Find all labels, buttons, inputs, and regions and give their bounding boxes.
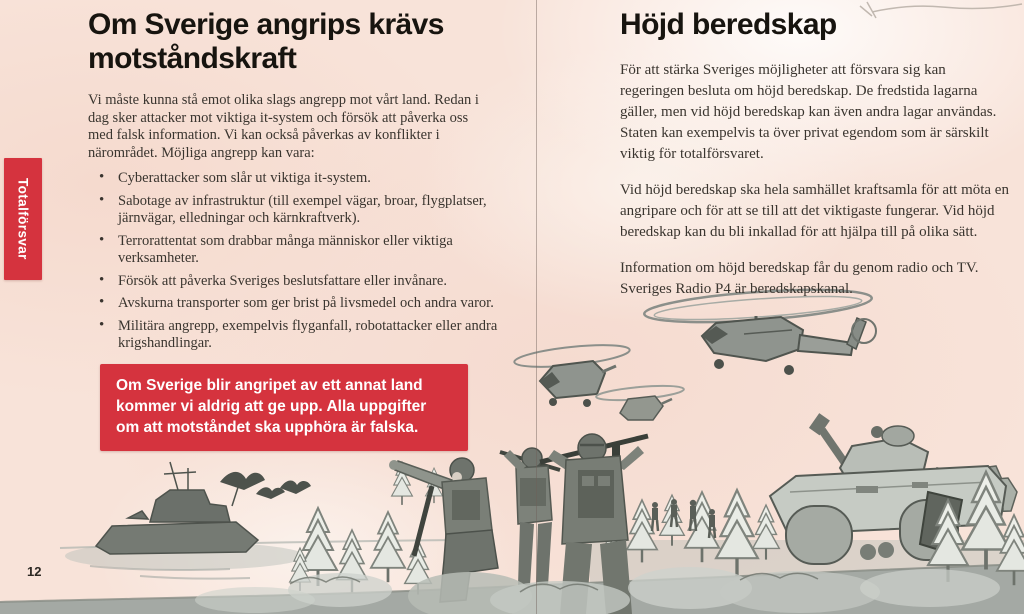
birds-illustration [220, 472, 311, 499]
chapter-tab-label: Totalförsvar [15, 178, 31, 260]
callout-box [100, 364, 468, 451]
helicopter-small-illustration [596, 383, 685, 420]
list-item: • Cyberattacker som slår ut viktiga it-system. [118, 170, 518, 188]
chapter-tab-totalforsvar [4, 158, 42, 280]
list-item: • Terrorattentat som drabbar många människor eller viktiga verksamheter. [118, 233, 518, 268]
soldier-aiming-illustration [500, 448, 560, 586]
right-page-body [620, 60, 1012, 315]
page-fold-line [536, 0, 537, 614]
list-item: • Militära angrepp, exempelvis flyganfall, robotattacker eller andra krigshandlingar. [118, 318, 518, 353]
page-number: 12 [27, 564, 42, 579]
left-page-heading: Om Sverige angrips krävs motståndskraft [88, 8, 444, 75]
body-paragraph: För att stärka Sveriges möjligheter att försvara sig kan regeringen besluta om höjd beredskap. De fredstida lagarna gäller, men vid höjd beredskap kan även andra lagar användas. Staten kan exempelvis ta över privat egendom som är särskilt viktig för totalförsvaret. [620, 62, 997, 162]
list-item: • Sabotage av infrastruktur (till exempel vägar, broar, flygplatser, järnvägar, elledningar och kärnkraftverk). [118, 193, 518, 228]
attack-types-list [88, 170, 518, 358]
body-paragraph: Information om höjd beredskap får du genom radio och TV. Sveriges Radio P4 är beredskapskanal. [620, 260, 979, 297]
list-item: • Försök att påverka Sveriges beslutsfattare eller invånare. [118, 273, 518, 291]
list-item: • Avskurna transporter som ger brist på livsmedel och andra varor. [118, 295, 518, 313]
helicopter-medium-illustration [513, 341, 630, 407]
intro-paragraph: Vi måste kunna stå emot olika slags angrepp mot vårt land. Redan i dag sker attacker mot viktiga it-system och försök att påverka oss med falsk information. Vi kan också påverkas av konflikter i närområdet. Möjliga angrepp kan vara: [88, 92, 479, 161]
left-page-intro [88, 92, 480, 162]
callout-text: Om Sverige blir angripet av ett annat land kommer vi aldrig att ge upp. Alla uppgifter om att motståndet ska upphöra är falska. [116, 377, 427, 436]
body-paragraph: Vid höjd beredskap ska hela samhället kraftsamla för att möta en angripare och för att se till att det viktigaste fungerar. Vid höjd beredskap kan du bli inkallad för att hjälpa till på olika sätt. [620, 182, 1009, 240]
right-page-heading: Höjd beredskap [620, 8, 837, 41]
